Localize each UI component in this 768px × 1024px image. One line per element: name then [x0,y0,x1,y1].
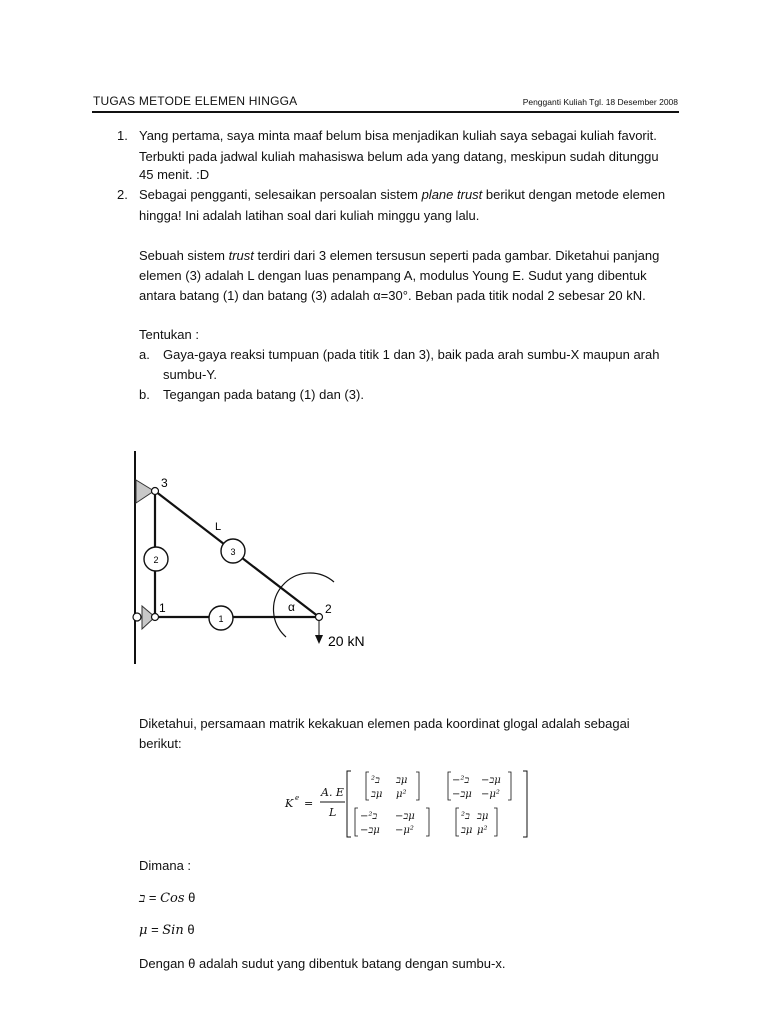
cos-argument: θ [184,890,196,905]
q1-r2c1: בμ [371,789,383,800]
joint-3 [152,488,159,495]
tentukan-a-label: a. [139,347,150,362]
q2-bracket-right [508,772,511,800]
known-line-2: berikut: [139,736,182,751]
q2-r1c2: −בμ [481,775,501,786]
matrix-lhs: K [285,797,294,810]
cos-equals: = [145,890,161,905]
closing-sentence: Dengan θ adalah sudut yang dibentuk batang dengan sumbu-x. [139,956,506,971]
item-1-line-3: 45 menit. :D [139,167,210,182]
q3-r1c2: −בμ [395,811,415,822]
q3-r2c1: −בμ [360,825,380,836]
q1-r1c1: ב² [371,775,380,786]
node-1-label: 1 [159,601,166,615]
load-label: 20 kN [328,633,365,649]
q1-r1c2: בμ [396,775,408,786]
element-2-label: 2 [153,555,159,565]
q2-r2c2: −μ² [481,789,500,800]
item-2-number: 2. [117,187,128,202]
cos-symbol: ב [139,891,146,906]
paragraph-line-3: antara batang (1) dan batang (3) adalah α=30°. Beban pada titik nodal 2 sebesar 20 kN. [139,288,646,303]
matrix-lhs-sup: e [295,794,300,802]
node-2-label: 2 [325,602,332,616]
item-2-text-a: Sebagai pengganti, selesaikan persoalan sistem [139,187,422,202]
joint-2 [316,614,323,621]
q2-r1c1: −ב² [452,775,470,786]
q4-r1c1: ב² [461,811,470,822]
item-1-line-1: Yang pertama, saya minta maaf belum bisa menjadikan kuliah saya sebagai kuliah favorit. [139,128,657,143]
paragraph-text-a: Sebuah sistem [139,248,229,263]
cos-definition [139,889,195,908]
matrix-equals: = [304,797,314,810]
paragraph-line-2: elemen (3) adalah L dengan luas penampang A, modulus Young E. Sudut yang dibentuk [139,268,647,283]
joint-1 [152,614,159,621]
q3-bracket-right [426,808,429,836]
paragraph-text-b: terdiri dari 3 elemen tersusun seperti pada gambar. Diketahui panjang [253,248,660,263]
q4-r2c1: בμ [461,825,473,836]
sin-equals: = [147,922,163,937]
q1-bracket-left [366,772,369,800]
matrix-numerator: A. E [321,786,344,799]
sin-function: Sin [162,923,184,938]
q4-bracket-right [494,808,497,836]
cos-function: Cos [160,891,185,906]
q4-bracket-left [456,808,459,836]
q3-r1c1: −ב² [360,811,378,822]
item-2-line-1 [139,186,665,204]
known-line-1: Diketahui, persamaan matrik kekakuan elemen pada koordinat glogal adalah sebagai [139,716,630,731]
paragraph-line-1 [139,247,659,265]
stiffness-matrix-equation [283,766,533,842]
tentukan-b-text: Tegangan pada batang (1) dan (3). [163,387,364,402]
q2-r2c1: −בμ [452,789,472,800]
q1-bracket-right [416,772,419,800]
q3-r2c2: −μ² [395,825,414,836]
load-arrow-head [315,635,323,644]
element-3-label: 3 [230,547,236,557]
sin-argument: θ [183,922,195,937]
outer-bracket-right [523,771,527,837]
truss-diagram [120,445,390,675]
angle-label: α [288,600,295,614]
element-1-label: 1 [218,614,224,624]
outer-bracket-left [347,771,351,837]
q4-r1c2: בμ [477,811,489,822]
item-1-number: 1. [117,128,128,143]
q4-r2c2: μ² [477,825,488,836]
item-1-line-2: Terbukti pada jadwal kuliah mahasiswa belum ada yang datang, meskipun sudah ditunggu [139,149,659,164]
tentukan-heading: Tentukan : [139,327,199,342]
tentukan-b-label: b. [139,387,150,402]
matrix-denominator: L [329,806,337,819]
length-label: L [215,521,222,533]
dimana-heading: Dimana : [139,858,192,873]
header-date: Pengganti Kuliah Tgl. 18 Desember 2008 [522,97,678,107]
q3-bracket-left [355,808,358,836]
roller-node-1 [133,613,141,621]
node-3-label: 3 [161,476,168,490]
q2-bracket-left [448,772,451,800]
q1-r2c2: μ² [396,789,407,800]
item-2-line-2: hingga! Ini adalah latihan soal dari kuliah minggu yang lalu. [139,208,480,223]
document-title: TUGAS METODE ELEMEN HINGGA [93,94,298,108]
paragraph-emphasis: trust [228,248,254,263]
item-2-text-b: berikut dengan metode elemen [482,187,666,202]
tentukan-a-line-2: sumbu-Y. [163,367,217,382]
item-2-emphasis: plane trust [421,187,483,202]
header-rule [92,111,679,113]
sin-symbol: μ [139,923,148,938]
sin-definition [139,921,195,940]
tentukan-a-line-1: Gaya-gaya reaksi tumpuan (pada titik 1 dan 3), baik pada arah sumbu-X maupun arah [163,347,660,362]
